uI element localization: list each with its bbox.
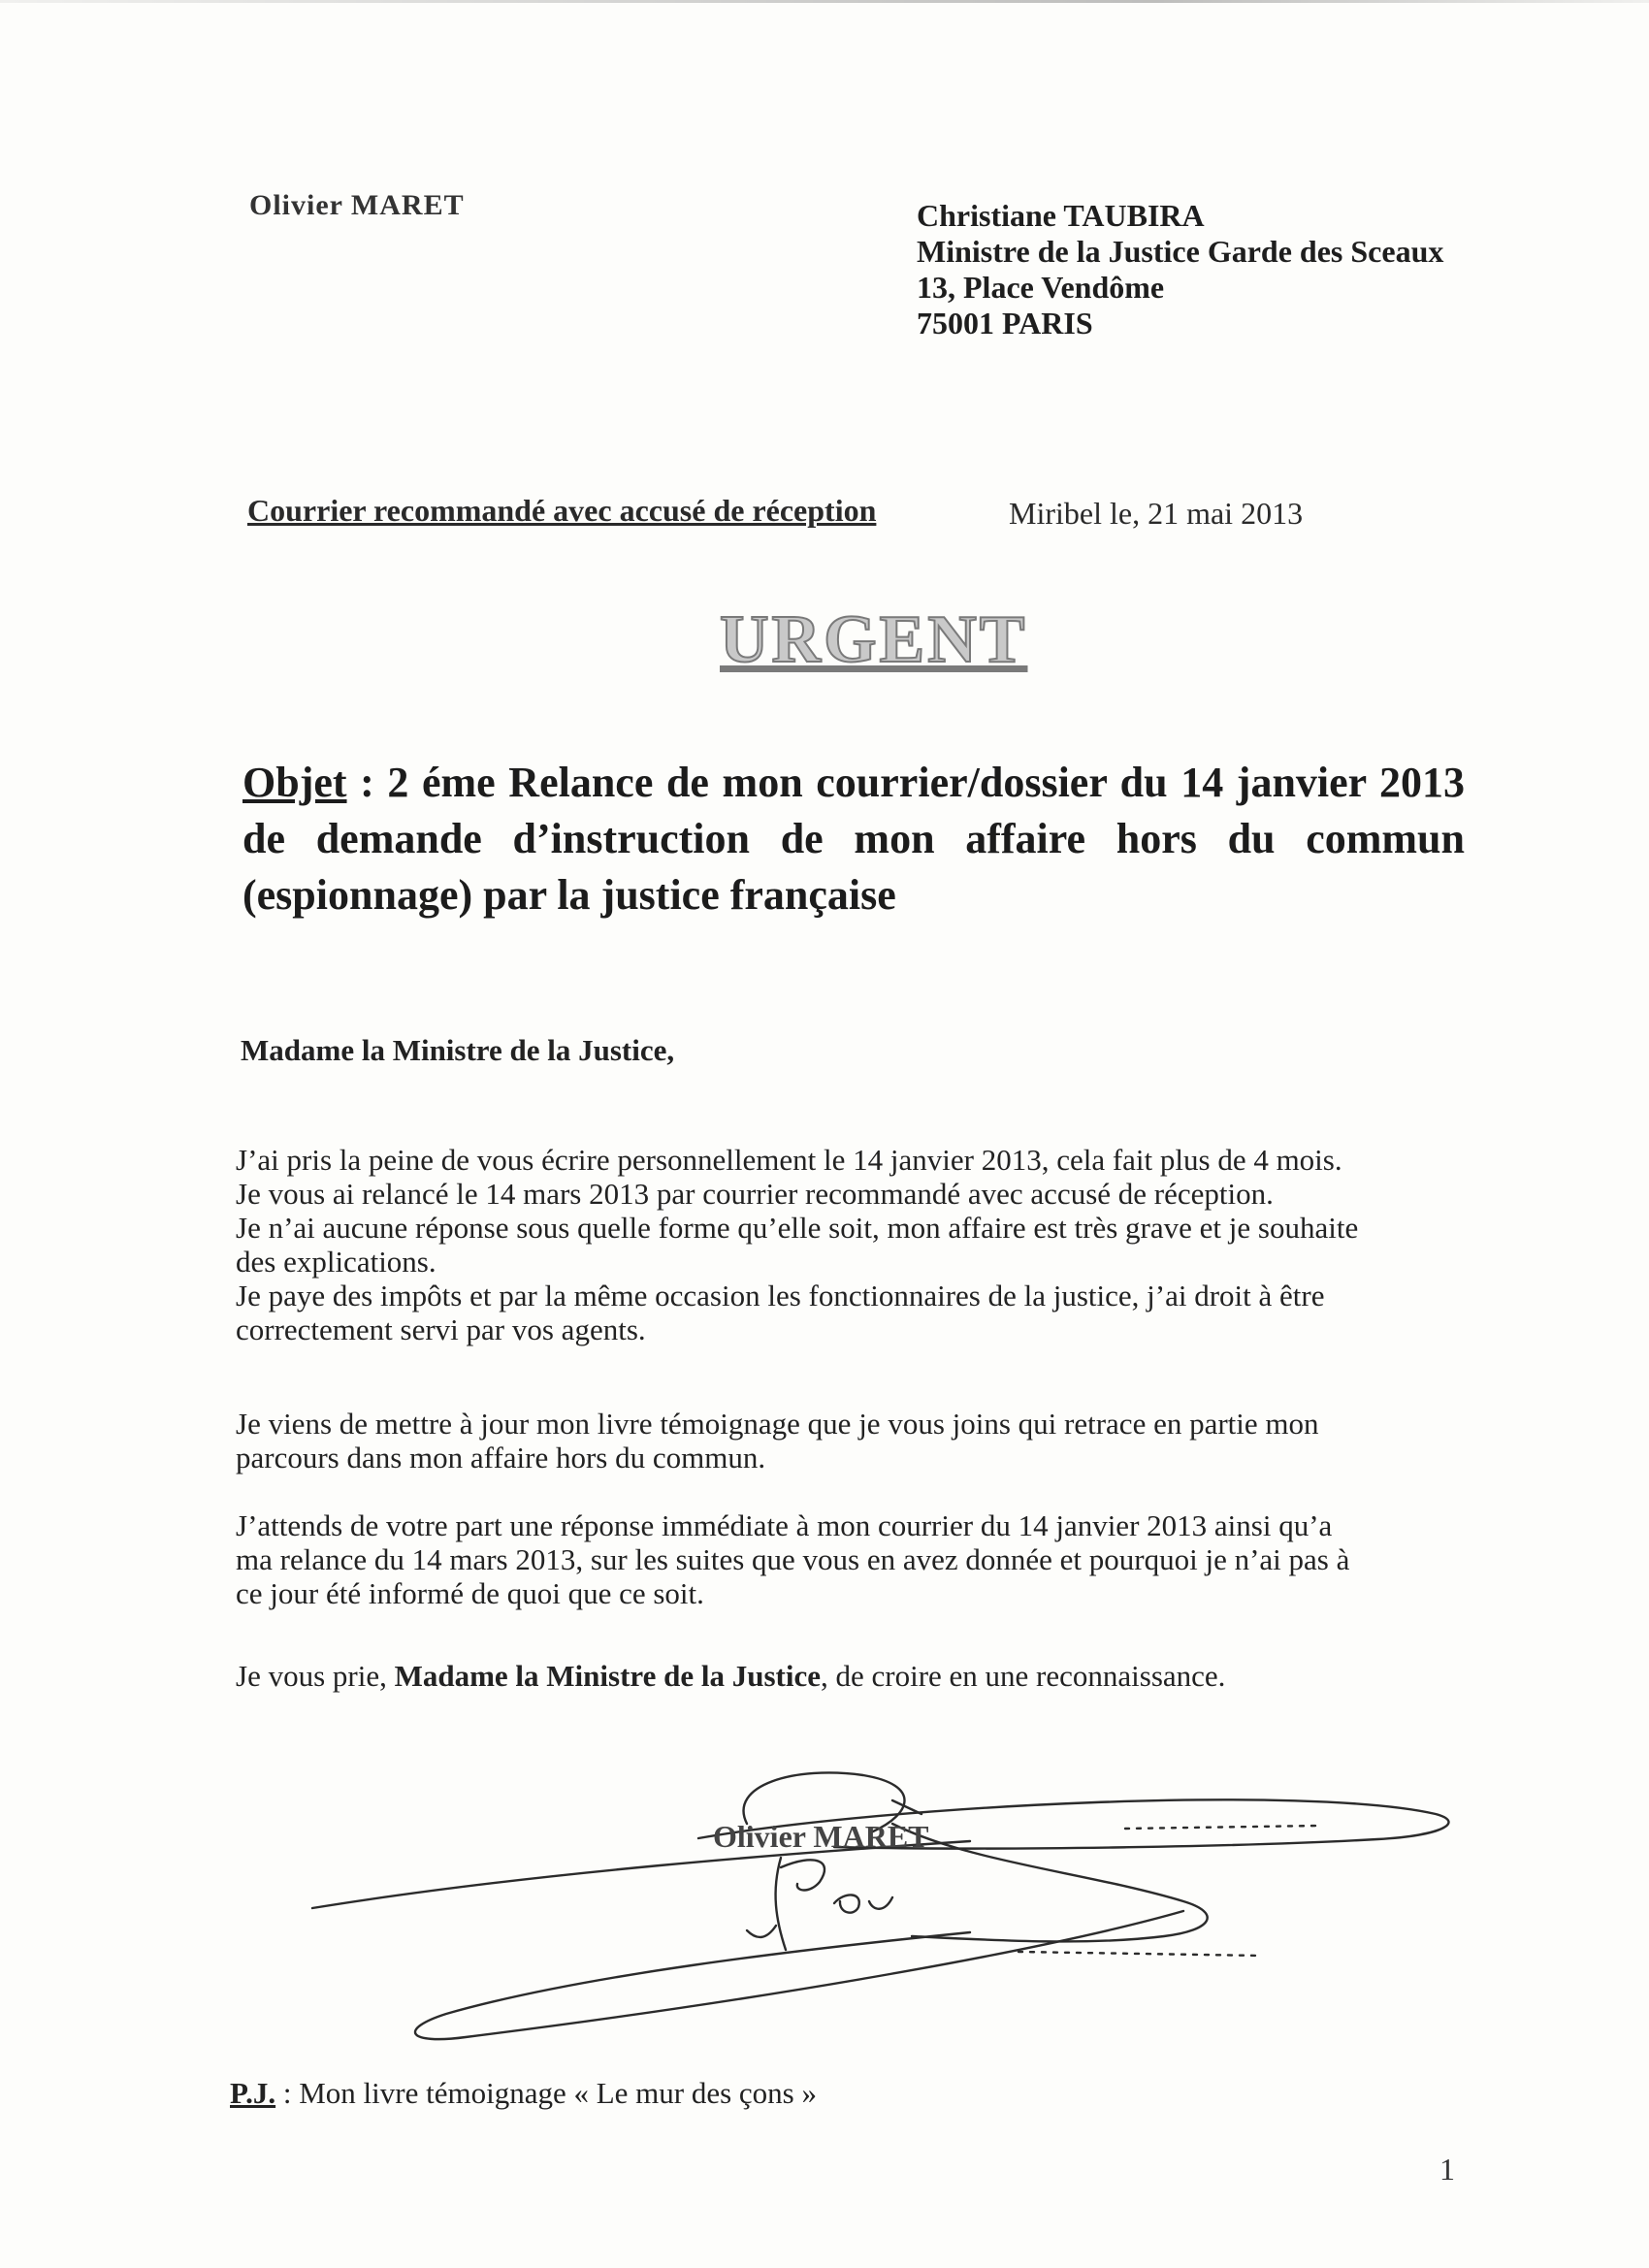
recipient-line: Christiane TAUBIRA xyxy=(917,198,1205,233)
closing-after: , de croire en une reconnaissance. xyxy=(820,1659,1226,1693)
signature-name: Olivier MARET xyxy=(713,1819,929,1854)
paragraph-line: J’ai pris la peine de vous écrire personnellement le 14 janvier 2013, cela fait plus de 4 mois. xyxy=(236,1143,1342,1177)
subject-label: Objet xyxy=(242,759,347,806)
page-number: 1 xyxy=(1439,2152,1455,2187)
paragraph-3 xyxy=(236,1508,1463,1610)
paragraph-line: parcours dans mon affaire hors du commun. xyxy=(236,1441,766,1474)
subject-text: 2 éme Relance de mon courrier/dossier du 14 janvier 2013 de demande d’instruction de mon affaire hors du commun (espionnage) par la justice française xyxy=(242,759,1466,919)
urgent-heading: URGENT xyxy=(720,602,1028,677)
recipient-line: 75001 PARIS xyxy=(917,306,1093,340)
registered-mail-notice: Courrier recommandé avec accusé de réception xyxy=(247,493,877,528)
paragraph-line: correctement servi par vos agents. xyxy=(236,1312,646,1346)
handwritten-signature xyxy=(291,1746,1484,2066)
closing-line xyxy=(236,1659,1463,1693)
attachment-text: Mon livre témoignage « Le mur des çons » xyxy=(299,2076,817,2110)
paragraph-line: Je vous ai relancé le 14 mars 2013 par courrier recommandé avec accusé de réception. xyxy=(236,1177,1274,1211)
attachment-label: P.J. xyxy=(230,2076,276,2110)
paragraph-line: ma relance du 14 mars 2013, sur les suites que vous en avez donnée et pourquoi je n’ai pas à xyxy=(236,1542,1350,1576)
salutation: Madame la Ministre de la Justice, xyxy=(241,1033,675,1067)
subject-line xyxy=(242,755,1465,923)
subject-separator: : xyxy=(346,759,388,806)
recipient-address xyxy=(917,198,1443,341)
place-date: Miribel le, 21 mai 2013 xyxy=(1009,496,1304,531)
paragraph-1 xyxy=(236,1143,1463,1346)
paragraph-line: Je n’ai aucune réponse sous quelle forme qu’elle soit, mon affaire est très grave et je souhaite xyxy=(236,1211,1359,1245)
paragraph-line: des explications. xyxy=(236,1245,436,1279)
paragraph-4 xyxy=(236,1659,1463,1693)
recipient-line: Ministre de la Justice Garde des Sceaux xyxy=(917,234,1444,269)
closing-before: Je vous prie, xyxy=(236,1659,395,1693)
sender-name: Olivier MARET xyxy=(249,189,465,221)
attachment-separator: : xyxy=(275,2076,300,2110)
closing-bold: Madame la Ministre de la Justice xyxy=(394,1659,821,1693)
paragraph-line: ce jour été informé de quoi que ce soit. xyxy=(236,1576,704,1610)
recipient-line: 13, Place Vendôme xyxy=(917,270,1165,305)
paragraph-line: J’attends de votre part une réponse immédiate à mon courrier du 14 janvier 2013 ainsi qu’a xyxy=(236,1508,1333,1542)
paragraph-line: Je paye des impôts et par la même occasion les fonctionnaires de la justice, j’ai droit à être xyxy=(236,1279,1325,1312)
paragraph-line: Je viens de mettre à jour mon livre témoignage que je vous joins qui retrace en partie mon xyxy=(236,1407,1319,1441)
scan-edge-line xyxy=(0,0,1649,3)
attachment-note xyxy=(230,2076,817,2111)
paragraph-2 xyxy=(236,1407,1463,1474)
